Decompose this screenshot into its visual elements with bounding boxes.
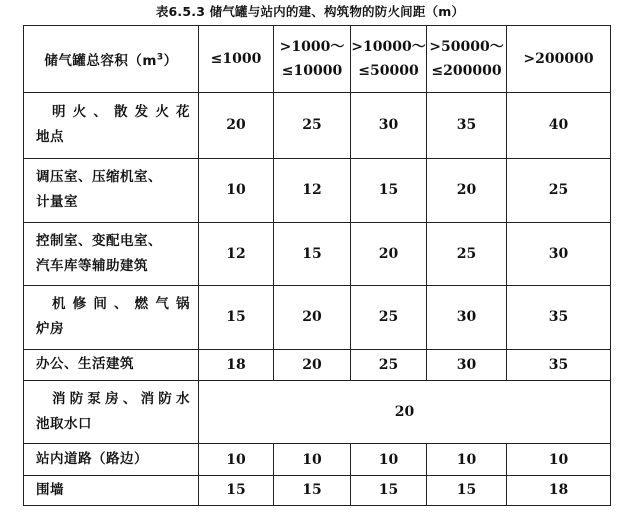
header-col-3: >10000～ ≤50000 [351, 26, 427, 93]
table-cell: 10 [199, 444, 274, 475]
row-label: 明火、散发火花 地点 [24, 92, 199, 159]
table-cell: 30 [507, 222, 611, 286]
header-col-1: ≤1000 [199, 26, 274, 93]
table-cell: 25 [427, 222, 507, 286]
table-cell: 30 [351, 92, 427, 159]
table-row [24, 380, 611, 444]
table-cell: 12 [199, 222, 274, 286]
table-cell: 30 [427, 349, 507, 380]
table-cell: 18 [199, 349, 274, 380]
table-cell: 15 [199, 286, 274, 350]
table-cell: 20 [274, 286, 351, 350]
table-row [24, 349, 611, 380]
row-label: 控制室、变配电室、 汽车库等辅助建筑 [24, 222, 199, 286]
header-col-5: >200000 [507, 26, 611, 93]
table-row [24, 475, 611, 505]
table-cell: 30 [427, 286, 507, 350]
header-row [24, 26, 611, 93]
header-total-volume: 储气罐总容积$(m^3)$ [24, 26, 199, 93]
table-cell: 35 [507, 286, 611, 350]
header-col-4: >50000～ ≤200000 [427, 26, 507, 93]
table-cell: 25 [507, 159, 611, 223]
table-cell: 15 [274, 222, 351, 286]
table-cell: 10 [351, 444, 427, 475]
row-label: 调压室、压缩机室、 计量室 [24, 159, 199, 223]
table-cell: 20 [427, 159, 507, 223]
table-cell: 20 [199, 92, 274, 159]
table-cell: 20 [274, 349, 351, 380]
table-cell: 10 [274, 444, 351, 475]
table-cell: 25 [274, 92, 351, 159]
table-cell: 12 [274, 159, 351, 223]
table-cell: 15 [274, 475, 351, 505]
header-col-2: >1000～ ≤10000 [274, 26, 351, 93]
row-label: 围墙 [24, 475, 199, 505]
table-caption: 表6.5.3 储气罐与站内的建、构筑物的防火间距（m） [155, 4, 465, 19]
row-label: 站内道路（路边） [24, 444, 199, 475]
table-cell: 15 [351, 475, 427, 505]
table-cell: 18 [507, 475, 611, 505]
row-label: 办公、生活建筑 [24, 349, 199, 380]
merged-value-cell: 20 [199, 380, 611, 444]
table-cell: 25 [351, 349, 427, 380]
table-cell: 20 [351, 222, 427, 286]
table-row [24, 159, 611, 223]
table-cell: 15 [427, 475, 507, 505]
table-cell: 40 [507, 92, 611, 159]
table-cell: 35 [427, 92, 507, 159]
table-cell: 15 [351, 159, 427, 223]
table-row [24, 444, 611, 475]
table-cell: 10 [507, 444, 611, 475]
row-label: 消防泵房、消防水 池取水口 [24, 380, 199, 444]
table-cell: 10 [427, 444, 507, 475]
table-cell: 15 [199, 475, 274, 505]
table-row [24, 286, 611, 350]
table-row [24, 222, 611, 286]
table-row [24, 92, 611, 159]
table-cell: 35 [507, 349, 611, 380]
table-cell: 10 [199, 159, 274, 223]
table-cell: 25 [351, 286, 427, 350]
fire-distance-table [23, 25, 611, 506]
row-label: 机修间、燃气锅 炉房 [24, 286, 199, 350]
